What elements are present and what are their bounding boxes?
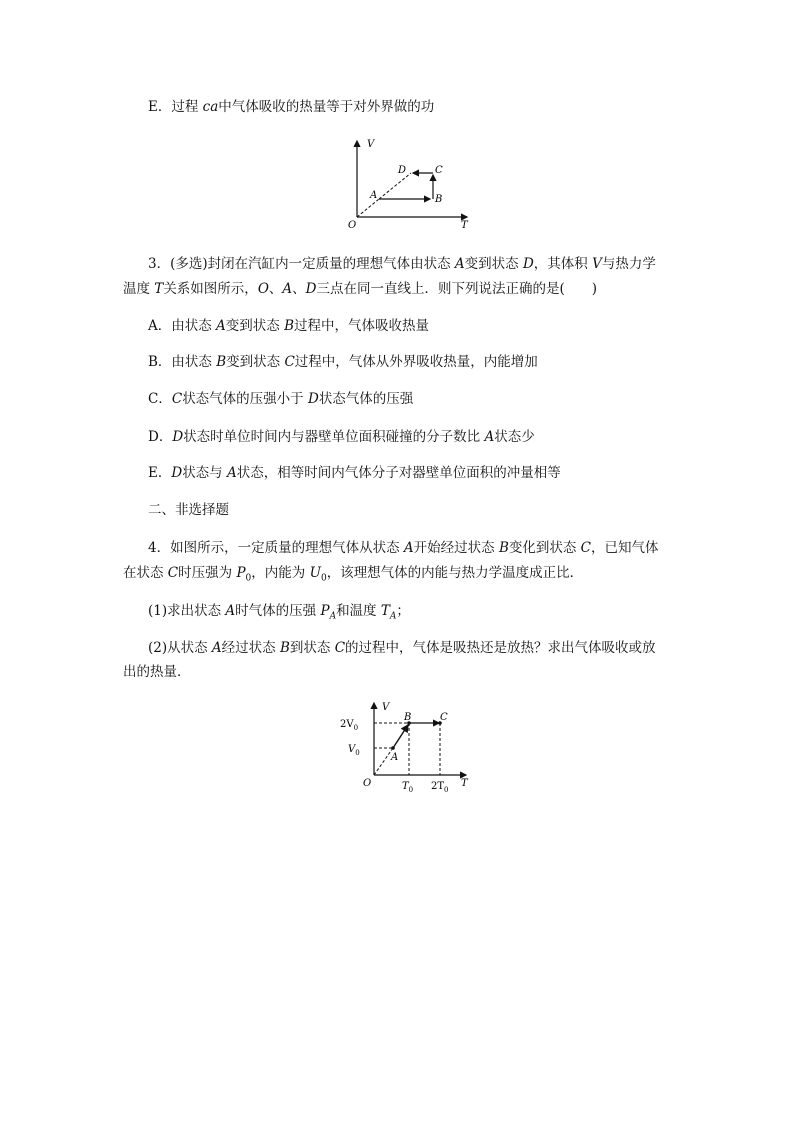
figure-2-vt-diagram [330,698,475,796]
fig2-tick-2t0: $2T_0$ [431,781,449,794]
dashed-oa [357,199,379,217]
fig2-label-a: A [391,752,399,763]
fig2-tick-v0: $V_0$ [348,744,360,757]
fig2-label-b: B [404,712,412,723]
fig1-label-a: A [370,190,378,201]
fig1-label-v: V [367,139,375,150]
fig2-point-a [391,746,395,750]
q3-option-c: C．C状态气体的压强小于 D状态气体的压强 [148,391,414,407]
fig2-label-c: C [440,712,448,723]
q4-part-2-line-2: 出的热量． [123,664,191,680]
fig2-label-v: V [382,702,390,713]
q4-line-1: 4．如图所示，一定质量的理想气体从状态 A开始经过状态 B变化到状态 C，已知气体 [148,540,659,556]
q3-option-b: B．由状态 B变到状态 C过程中，气体从外界吸收热量，内能增加 [148,354,538,370]
q3-option-d: D．D状态时单位时间内与器壁单位面积碰撞的分子数比 A状态少 [148,429,535,445]
fig2-tick-t0: $T_0$ [402,781,414,794]
q3-option-e: E．D状态与 A状态，相等时间内气体分子对器壁单位面积的冲量相等 [148,465,561,481]
q4-part-2-line-1: (2)从状态 A经过状态 B到状态 C的过程中，气体是吸热还是放热？求出气体吸收或放 [148,640,656,656]
fig2-tick-2v0: $2V_0$ [340,719,359,732]
fig2-process-ab [393,725,408,748]
fig1-label-d: D [398,165,407,176]
option-e-previous: E．过程 ca中气体吸收的热量等于对外界做的功 [148,99,435,115]
fig1-label-b: B [435,194,443,205]
q4-line-2: 在状态 C时压强为 $P_0$，内能为 $U_0$，该理想气体的内能与热力学温度成正比． [123,565,584,584]
figure-1-vt-diagram [345,135,480,235]
q3-line-2: 温度 T关系如图所示，O、A、D三点在同一直线上．则下列说法正确的是( ) [123,281,598,297]
fig2-label-o: O [363,778,372,789]
fig1-label-o: O [348,220,357,231]
section-heading: 二、非选择题 [148,502,229,518]
fig1-label-c: C [435,165,443,176]
q4-part-1: (1)求出状态 A时气体的压强 $P_A$和温度 $T_A$； [148,603,410,622]
q3-option-a: A．由状态 A变到状态 B过程中，气体吸收热量 [148,318,430,334]
dashed-ad [379,173,411,199]
fig2-label-t: T [461,778,468,789]
fig1-label-t: T [461,220,468,231]
q3-line-1: 3．(多选)封闭在汽缸内一定质量的理想气体由状态 A变到状态 D，其体积 V与热力学 [148,256,656,272]
